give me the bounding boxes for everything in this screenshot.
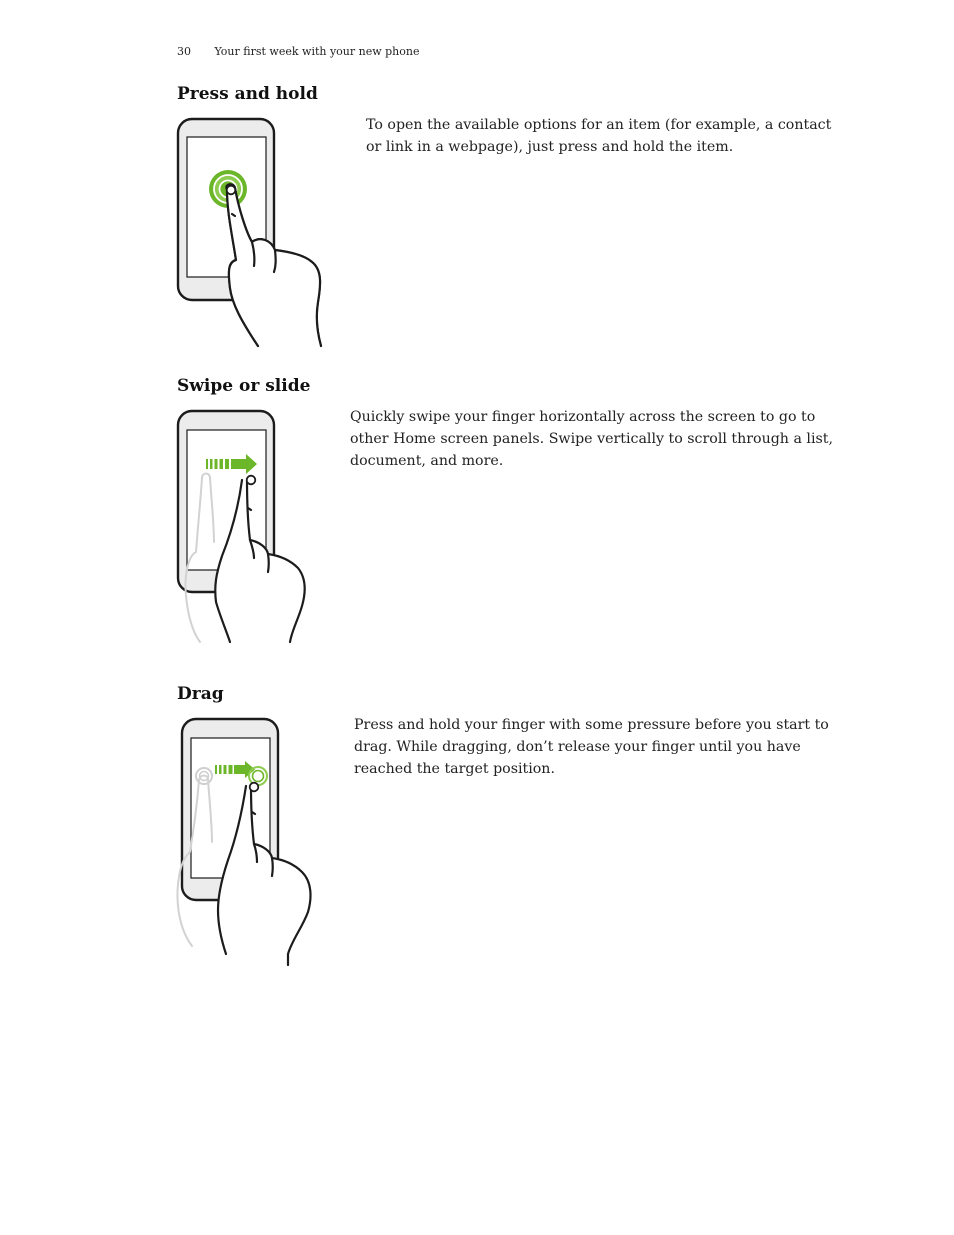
running-title: Your first week with your new phone bbox=[214, 45, 420, 58]
section-text-swipe-or-slide: Quickly swipe your finger horizontally across the screen to go to other Home screen panels. Swipe vertically to scroll through a list, document, and more. bbox=[350, 409, 833, 469]
page-number: 30 bbox=[177, 45, 191, 58]
phone-drag-illustration bbox=[172, 714, 317, 969]
section-text-press-and-hold: To open the available options for an item (for example, a contact or link in a webpage), just press and hold the item. bbox=[366, 117, 832, 155]
section-text-drag: Press and hold your finger with some pressure before you start to drag. While dragging, don’t release your finger until you have reached the target position. bbox=[354, 717, 829, 777]
section-title-drag: Drag bbox=[177, 684, 224, 704]
section-title-swipe-or-slide: Swipe or slide bbox=[177, 376, 311, 396]
running-header bbox=[177, 45, 419, 58]
phone-press-hold-illustration bbox=[172, 114, 328, 350]
phone-swipe-illustration bbox=[172, 406, 317, 646]
section-title-press-and-hold: Press and hold bbox=[177, 84, 318, 104]
